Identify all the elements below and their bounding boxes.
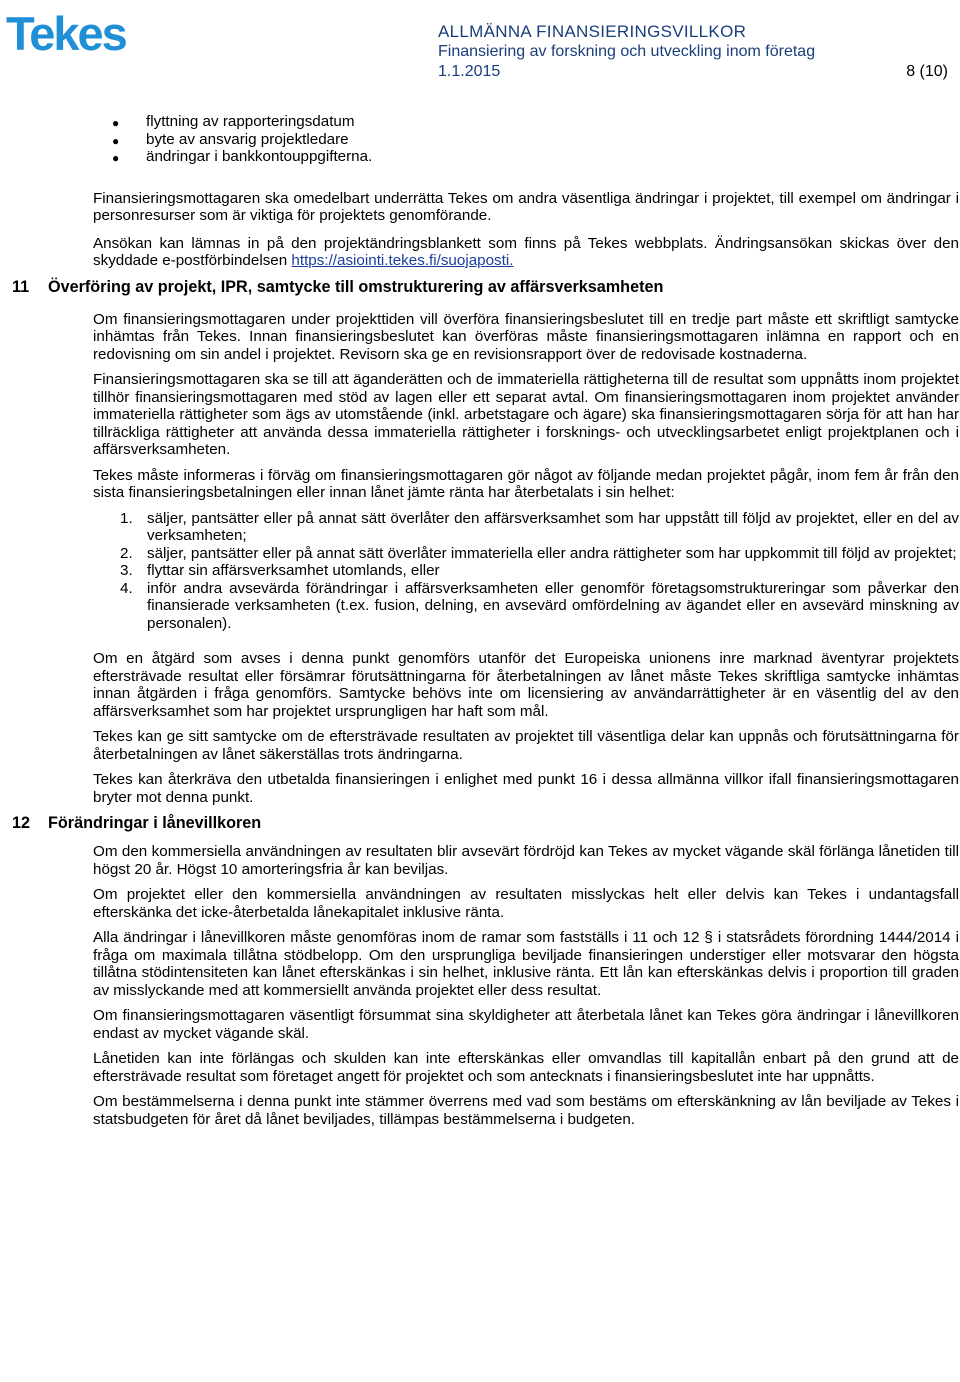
paragraph: Tekes kan ge sitt samtycke om de eftersträvade resultaten av projektet till väsentliga delar kan uppnås och förutsättningarna för återbetalningen av lånet säkerställas trots ändringarna. [93,728,959,763]
paragraph: Om en åtgärd som avses i denna punkt genomförs utanför det Europeiska unionens inre marknad äventyrar projektets eftersträvade resultat eller försämrar förutsättningarna för återbetalningen av lånet måste Tekes skriftliga samtycke inhämtas innan åtgärden i fråga genomförs. Samtycke behövs inte om licensiering av användarrättigheter är en väsentlig del av den affärsverksamhet som har projektet ursprungligen har haft som mål. [93,650,959,720]
page-number: 8 (10) [906,63,948,80]
list-item: ● ändringar i bankkontouppgifterna. [0,148,960,166]
paragraph: Om finansieringsmottagaren under projekttiden vill överföra finansieringsbeslutet till en tredje part måste ett skriftligt samtycke inhämtas från Tekes. Innan finansieringsbeslutet kan överföras måste finansieringsmottagaren inlämna en rapport och en redovisning om sin andel i projektet. Revisorn ska ge en revisionsrapport över de redovisade kostnaderna. [93,310,959,363]
section-heading-12: 12 Förändringar i lånevillkoren [12,814,262,832]
list-item: 2. säljer, pantsätter eller på annat sätt överlåter immateriella eller andra rättigheter som har uppkommit till följd av projektet; [120,544,957,562]
list-item: 4. inför andra avsevärda förändringar i affärsverksamheten eller genomför företagsomstruktureringar som påverkar den finansierade verksamheten (t.ex. fusion, delning, en avsevärd omfördelning av ägandet eller en avsevärd minskning av personalen). [120,579,959,632]
list-item: 3. flyttar sin affärsverksamhet utomlands, eller [120,562,440,579]
list-item: 1. säljer, pantsätter eller på annat sätt överlåter den affärsverksamhet som har uppstått till följd av projektet, eller en del av verksamheten; [120,509,959,544]
paragraph: Ansökan kan lämnas in på den projektändringsblankett som finns på Tekes webbplats. Ändringsansökan skickas över den skyddade e-postförbindelsen https://asiointi.tekes.fi/suojaposti. [93,234,959,269]
page-header [438,22,948,82]
bullet-icon: ● [112,116,120,130]
header-date: 1.1.2015 [438,63,501,80]
document-body [0,113,960,1136]
bullet-icon: ● [112,151,120,165]
list-item: ● flyttning av rapporteringsdatum [0,113,960,131]
paragraph: Om projektet eller den kommersiella användningen av resultaten misslyckas helt eller delvis kan Tekes i undantagsfall efterskänka det icke-återbetalda lånekapitalet inklusive ränta. [93,886,959,921]
paragraph: Alla ändringar i lånevillkoren måste genomföras inom de ramar som fastställs i 11 och 12 § i statsrådets förordning 1444/2014 i fråga om maximala tillåtna stödbelopp. Om den ursprungliga beviljade finansieringen understiger eller motsvarar den högsta tillåtna stödintensiteten kan lånet efterskänkas i sin helhet, inklusive ränta. Ett lån kan efterskänkas delvis i proportion till graden av misslyckande med att kommersiellt använda projektet eller dess resultat. [93,929,959,999]
bullet-icon: ● [112,133,120,148]
header-subtitle: Finansiering av forskning och utveckling inom företag [438,43,816,60]
section-heading-11: 11 Överföring av projekt, IPR, samtycke till omstrukturering av affärsverksamheten [12,277,664,296]
header-title: ALLMÄNNA FINANSIERINGSVILLKOR [438,22,747,41]
paragraph: Om bestämmelserna i denna punkt inte stämmer överrens med vad som bestäms om efterskänkning av lån beviljade av Tekes i statsbudgeten för året då lånet beviljades, tillämpas bestämmelserna i budgeten. [93,1093,959,1128]
paragraph: Finansieringsmottagaren ska omedelbart underrätta Tekes om andra väsentliga ändringar i projektet, till exempel om ändringar i personresurser som är viktiga för projektets genomförande. [93,189,959,224]
numbered-list [0,510,960,633]
paragraph: Om den kommersiella användningen av resultaten blir avsevärt fördröjd kan Tekes av mycket vägande skäl förlänga lånetiden till högst 20 år. Högst 10 amorteringsfria år kan beviljas. [93,843,959,878]
header-date-row [438,62,948,82]
suojaposti-link[interactable]: https://asiointi.tekes.fi/suojaposti. [291,252,514,269]
paragraph: Tekes kan återkräva den utbetalda finansieringen i enlighet med punkt 16 i dessa allmänna villkor ifall finansieringsmottagaren bryter mot denna punkt. [93,771,959,806]
tekes-logo: Tekes [6,7,126,60]
paragraph: Lånetiden kan inte förlängas och skulden kan inte efterskänkas eller omvandlas till kapitallån enbart på den grund att de eftersträvade resultat som företaget angett för projektet och som antecknats i finansieringsbeslutet inte har uppnåtts. [93,1050,959,1085]
paragraph: Finansieringsmottagaren ska se till att äganderätten och de immateriella rättigheterna till de resultat som uppnåtts inom projektet tillhör finansieringsmottagaren med stöd av lagen eller ett separat avtal. Om finansieringsmottagaren inom projektet använder immateriella rättigheter som ägs av utomstående (inkl. arbetstagare och ägare) ska finansieringsmottagaren sörja för att han har tillräckliga rättigheter att använda dessa immateriella rättigheter i forsknings- och utvecklingsarbetet enligt projektplanen och i affärsverksamheten. [93,371,959,458]
bullet-list [0,113,960,166]
paragraph: Tekes måste informeras i förväg om finansieringsmottagaren gör något av följande medan projektet pågår, inom fem år från den sista finansieringsbetalningen eller innan lånet jämte ränta har återbetalats i sin helhet: [93,466,959,501]
list-item: ● byte av ansvarig projektledare [0,131,960,149]
paragraph: Om finansieringsmottagaren väsentligt försummat sina skyldigheter att återbetala lånet kan Tekes göra ändringar i lånevillkoren endast av mycket vägande skäl. [93,1007,959,1042]
